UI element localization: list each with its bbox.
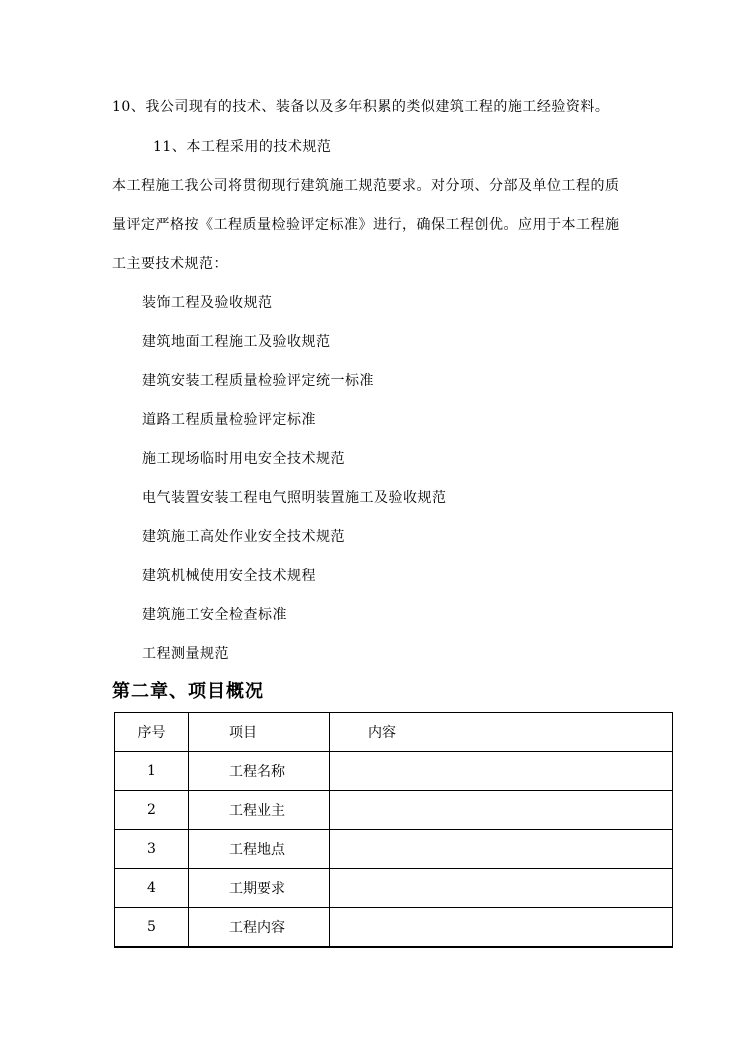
row-no: 3 [115,830,189,869]
row-content [330,752,673,791]
row-content [330,869,673,908]
table-row [115,791,673,830]
row-no: 1 [115,752,189,791]
row-item: 工程名称 [189,752,330,791]
standard-item: 工程测量规范 [142,646,229,662]
table-row [115,908,673,948]
table-header-row [115,713,673,752]
row-item: 工程内容 [189,908,330,948]
row-content [330,791,673,830]
table-row [115,830,673,869]
standard-item: 建筑地面工程施工及验收规范 [142,334,331,350]
paragraph-11-line-1: 本工程施工我公司将贯彻现行建筑施工规范要求。对分项、分部及单位工程的质 [112,178,620,194]
paragraph-11-line-3: 工主要技术规范： [112,256,228,272]
paragraph-11-line-2: 量评定严格按《工程质量检验评定标准》进行，确保工程创优。应用于本工程施 [112,217,620,233]
paragraph-10: 10、我公司现有的技术、装备以及多年积累的类似建筑工程的施工经验资料。 [112,99,610,115]
standard-item: 建筑机械使用安全技术规程 [142,568,316,584]
standard-item: 施工现场临时用电安全技术规范 [142,451,345,467]
standard-item: 建筑施工高处作业安全技术规范 [142,529,345,545]
chapter-title: 第二章、项目概况 [112,681,264,702]
header-content: 内容 [330,713,673,752]
row-item: 工程业主 [189,791,330,830]
standard-item: 建筑施工安全检查标准 [142,607,287,623]
header-item: 项目 [189,713,330,752]
row-no: 2 [115,791,189,830]
row-content [330,908,673,948]
table-row [115,869,673,908]
row-item: 工程地点 [189,830,330,869]
header-no: 序号 [115,713,189,752]
standard-item: 建筑安装工程质量检验评定统一标准 [142,373,374,389]
standard-item: 电气装置安装工程电气照明装置施工及验收规范 [142,490,447,506]
row-content [330,830,673,869]
section-11-heading: 11、本工程采用的技术规范 [153,139,332,155]
row-item: 工期要求 [189,869,330,908]
project-overview-table [114,712,673,948]
row-no: 5 [115,908,189,948]
row-no: 4 [115,869,189,908]
standard-item: 装饰工程及验收规范 [142,295,273,311]
standard-item: 道路工程质量检验评定标准 [142,412,316,428]
table-row [115,752,673,791]
